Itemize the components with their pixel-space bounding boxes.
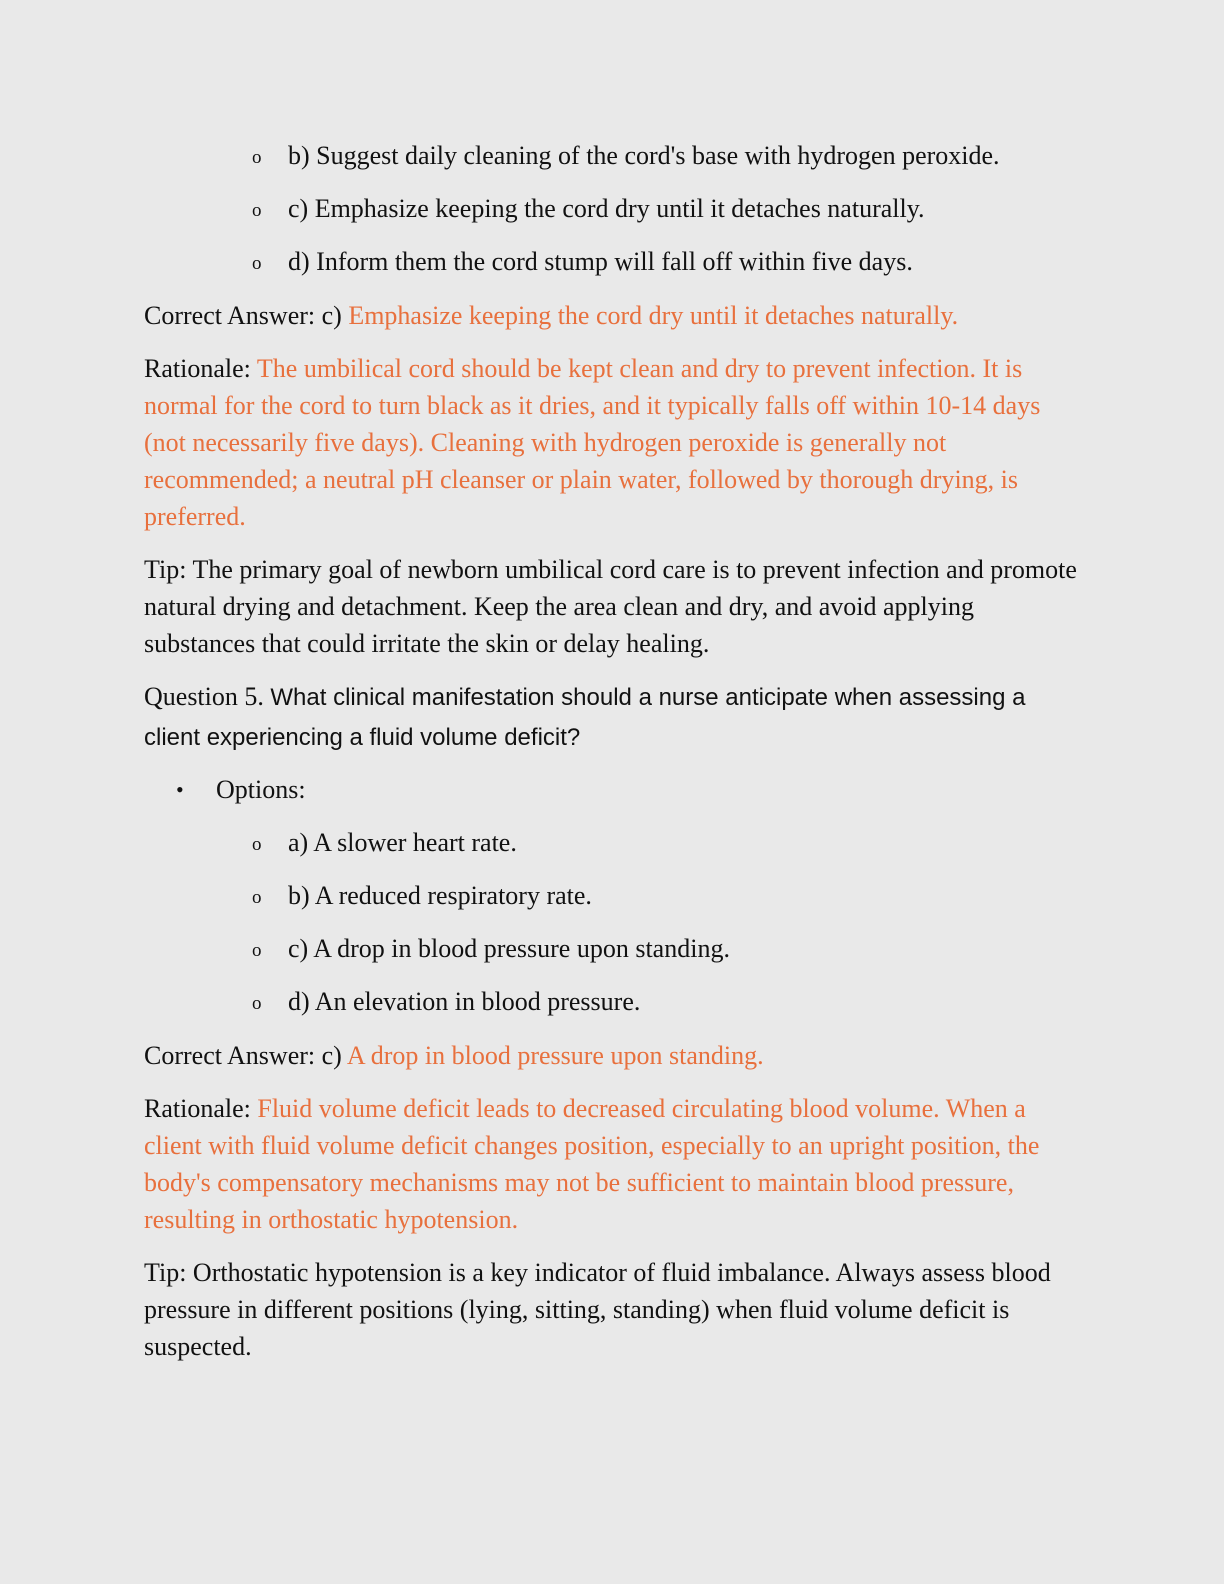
- rationale-text: The umbilical cord should be kept clean and dry to prevent infection. It is normal for the cord to turn black as it dries, and it typically falls off within 10-14 days (not necessarily five days). Cleaning with hydrogen peroxide is generally not recommended; a neutral pH cleanser or plain water, followed by thorough drying, is preferred.: [144, 354, 1041, 531]
- q5-question: [144, 678, 1084, 758]
- sub-bullet-marker: o: [252, 993, 262, 1014]
- sub-bullet-marker: o: [252, 147, 262, 168]
- rationale-text: Fluid volume deficit leads to decreased circulating blood volume. When a client with fluid volume deficit changes position, especially to an upright position, the body's compensatory mechanisms may not be sufficient to maintain blood pressure, resulting in orthostatic hypotension.: [144, 1094, 1040, 1234]
- correct-answer-letter: c): [321, 301, 349, 330]
- option-text: b) Suggest daily cleaning of the cord's base with hydrogen peroxide.: [288, 141, 1000, 170]
- q5-option-b: [144, 878, 1084, 914]
- correct-answer-letter: c): [321, 1041, 347, 1070]
- q5-option-c: [144, 931, 1084, 967]
- option-text: c) Emphasize keeping the cord dry until it detaches naturally.: [288, 194, 925, 223]
- q5-option-d: [144, 984, 1084, 1020]
- document-page: [144, 138, 1084, 1381]
- q4-rationale: [144, 350, 1084, 535]
- correct-answer-text: A drop in blood pressure upon standing.: [346, 1041, 764, 1070]
- options-label: Options:: [216, 775, 306, 804]
- option-text: d) An elevation in blood pressure.: [288, 987, 641, 1016]
- q4-tip: Tip: The primary goal of newborn umbilical cord care is to prevent infection and promote natural drying and detachment. Keep the area clean and dry, and avoid applying substances that could irritate the skin or delay healing.: [144, 555, 1077, 658]
- q5-rationale: [144, 1090, 1084, 1238]
- q4-correct-answer: [144, 297, 1084, 334]
- q5-option-a: [144, 825, 1084, 861]
- rationale-label: Rationale:: [144, 354, 257, 383]
- correct-answer-label: Correct Answer:: [144, 301, 322, 330]
- bullet-marker: •: [176, 777, 184, 802]
- q4-option-b: [144, 138, 1084, 174]
- sub-bullet-marker: o: [252, 253, 262, 274]
- q5-options-heading: [144, 772, 1084, 808]
- q5-tip: Tip: Orthostatic hypotension is a key indicator of fluid imbalance. Always assess blood pressure in different positions (lying, sitting, standing) when fluid volume deficit is suspected.: [144, 1258, 1051, 1361]
- option-text: d) Inform them the cord stump will fall off within five days.: [288, 247, 913, 276]
- rationale-label: Rationale:: [144, 1094, 258, 1123]
- question-label: Question 5.: [144, 682, 271, 711]
- correct-answer-text: Emphasize keeping the cord dry until it detaches naturally.: [348, 301, 959, 330]
- sub-bullet-marker: o: [252, 887, 262, 908]
- option-text: a) A slower heart rate.: [288, 828, 517, 857]
- option-text: b) A reduced respiratory rate.: [288, 881, 592, 910]
- sub-bullet-marker: o: [252, 940, 262, 961]
- q4-option-c: [144, 191, 1084, 227]
- sub-bullet-marker: o: [252, 834, 262, 855]
- option-text: c) A drop in blood pressure upon standing.: [288, 934, 730, 963]
- correct-answer-label: Correct Answer:: [144, 1041, 322, 1070]
- question-text: What clinical manifestation should a nurse anticipate when assessing a client experiencing a fluid volume deficit?: [144, 684, 1026, 751]
- sub-bullet-marker: o: [252, 200, 262, 221]
- q4-option-d: [144, 244, 1084, 280]
- q5-correct-answer: [144, 1037, 1084, 1074]
